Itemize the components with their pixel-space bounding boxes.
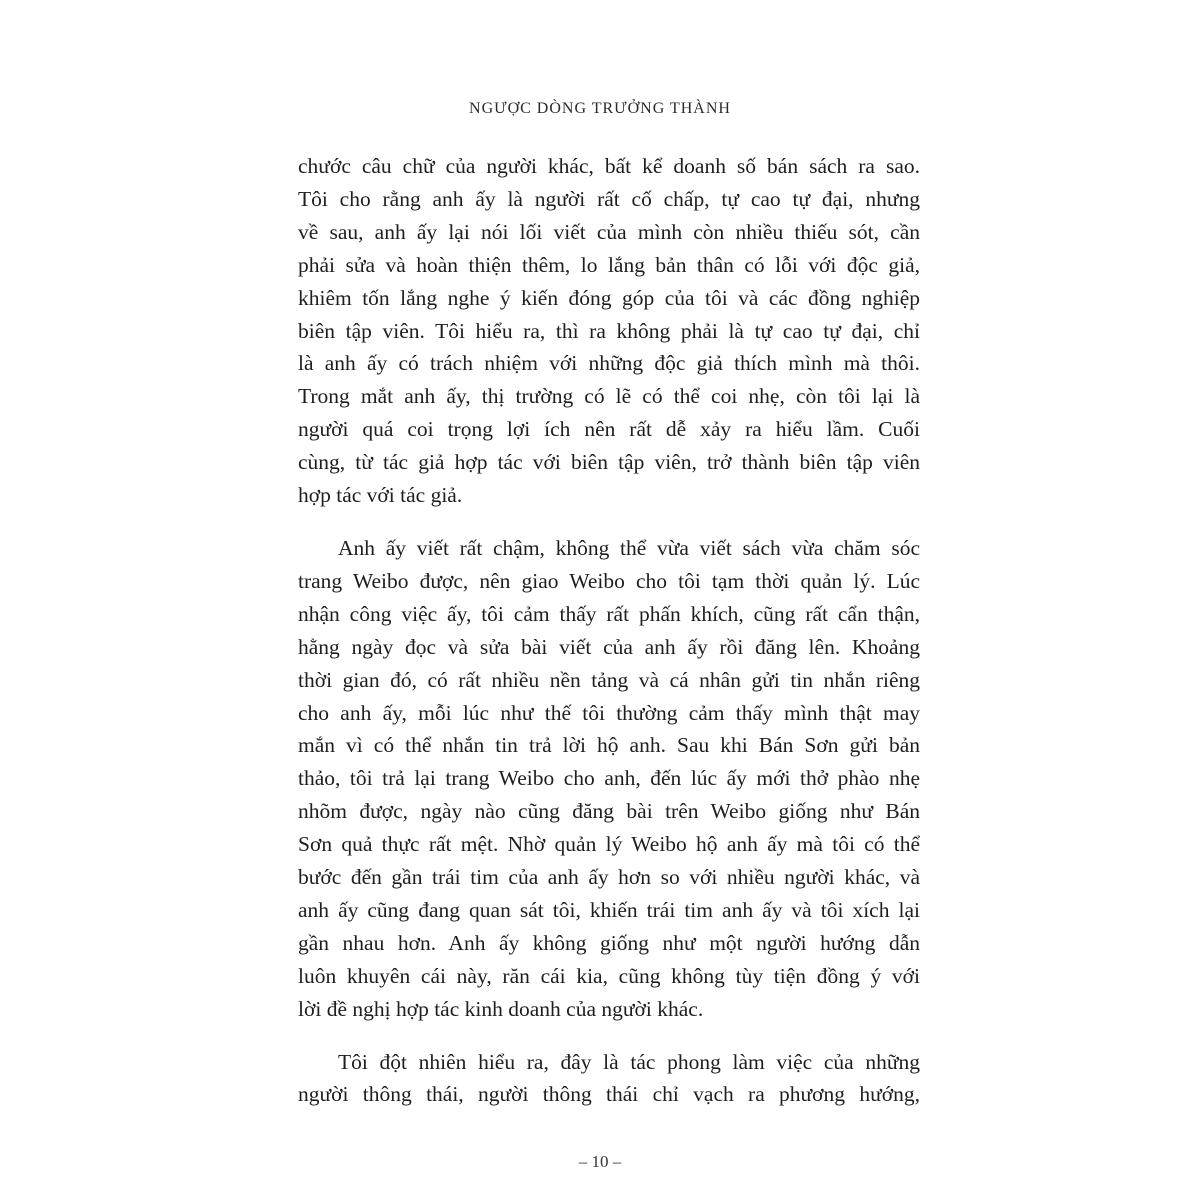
text-line: chước câu chữ của người khác, bất kể doanh số bán sách ra sao. (298, 154, 920, 178)
paragraph (298, 150, 920, 512)
text-line: thời gian đó, có rất nhiều nền tảng và cá nhân gửi tin nhắn riêng (298, 667, 920, 692)
paragraph (298, 532, 920, 1026)
body-text (298, 150, 920, 1111)
text-line: hằng ngày đọc và sửa bài viết của anh ấy rồi đăng lên. Khoảng (298, 634, 920, 659)
text-line: là anh ấy có trách nhiệm với những độc giả thích mình mà thôi. (298, 351, 920, 376)
page-number: – 10 – (578, 1152, 622, 1171)
text-line: nhõm được, ngày nào cũng đăng bài trên Weibo giống như Bán (298, 799, 920, 824)
text-line: Trong mắt anh ấy, thị trường có lẽ có thể coi nhẹ, còn tôi lại là (298, 384, 920, 409)
text-line: phải sửa và hoàn thiện thêm, lo lắng bản thân có lỗi với độc giả, (298, 252, 920, 277)
text-line: biên tập viên. Tôi hiểu ra, thì ra không phải là tự cao tự đại, chỉ (298, 318, 920, 343)
text-line: người thông thái, người thông thái chỉ vạch ra phương hướng, (298, 1082, 920, 1107)
text-line: cho anh ấy, mỗi lúc như thế tôi thường cảm thấy mình thật may (298, 700, 920, 725)
text-line: Anh ấy viết rất chậm, không thể vừa viết sách vừa chăm sóc (338, 535, 920, 560)
text-line: người quá coi trọng lợi ích nên rất dễ xảy ra hiểu lầm. Cuối (298, 417, 920, 442)
text-line: lời đề nghị hợp tác kinh doanh của người khác. (298, 996, 704, 1021)
text-line: Tôi đột nhiên hiểu ra, đây là tác phong làm việc của những (338, 1049, 920, 1074)
text-line: trang Weibo được, nên giao Weibo cho tôi tạm thời quản lý. Lúc (298, 568, 920, 593)
text-line: về sau, anh ấy lại nói lối viết của mình còn nhiều thiếu sót, cần (298, 219, 920, 244)
text-line: Tôi cho rằng anh ấy là người rất cố chấp, tự cao tự đại, nhưng (298, 186, 920, 211)
text-line: hợp tác với tác giả. (298, 483, 463, 508)
text-line: khiêm tốn lắng nghe ý kiến đóng góp của tôi và các đồng nghiệp (298, 285, 920, 310)
paragraph (298, 1046, 920, 1112)
text-line: luôn khuyên cái này, răn cái kia, cũng không tùy tiện đồng ý với (298, 963, 920, 988)
text-line: mắn vì có thể nhắn tin trả lời hộ anh. Sau khi Bán Sơn gửi bản (298, 733, 920, 758)
text-line: anh ấy cũng đang quan sát tôi, khiến trái tim anh ấy và tôi xích lại (298, 897, 920, 922)
text-line: nhận công việc ấy, tôi cảm thấy rất phấn khích, cũng rất cẩn thận, (298, 601, 920, 626)
text-line: cùng, từ tác giả hợp tác với biên tập viên, trở thành biên tập viên (298, 450, 920, 475)
running-header-title: NGƯỢC DÒNG TRƯỞNG THÀNH (469, 100, 731, 117)
text-line: gần nhau hơn. Anh ấy không giống như một người hướng dẫn (298, 930, 920, 955)
text-line: thảo, tôi trả lại trang Weibo cho anh, đến lúc ấy mới thở phào nhẹ (298, 766, 920, 791)
text-line: bước đến gần trái tim của anh ấy hơn so với nhiều người khác, và (298, 865, 920, 890)
text-line: Sơn quả thực rất mệt. Nhờ quản lý Weibo hộ anh ấy mà tôi có thể (298, 832, 920, 857)
